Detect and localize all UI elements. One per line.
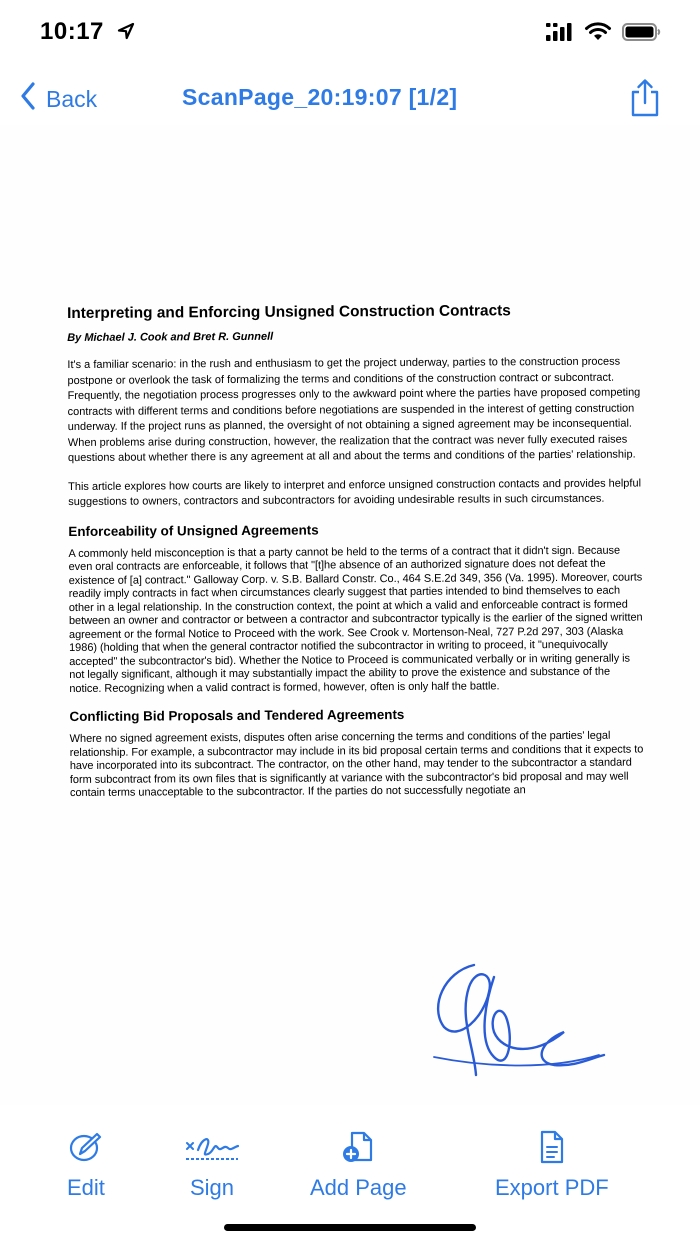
scanned-document	[0, 125, 700, 1105]
heading-conflicting-bids: Conflicting Bid Proposals and Tendered Agreements	[69, 706, 405, 724]
add-page-icon	[340, 1130, 376, 1169]
status-time	[40, 18, 135, 47]
bottom-toolbar	[0, 1130, 700, 1200]
location-arrow-icon	[117, 19, 135, 47]
edit-icon	[68, 1130, 104, 1169]
add-page-label: Add Page	[310, 1175, 407, 1200]
sign-icon	[184, 1130, 240, 1169]
status-icons	[546, 22, 662, 47]
add-page-button[interactable]	[310, 1130, 407, 1201]
clock: 10:17	[40, 18, 104, 45]
export-pdf-label: Export PDF	[495, 1175, 609, 1200]
export-pdf-icon	[534, 1130, 570, 1169]
battery-icon	[622, 22, 662, 47]
share-button[interactable]	[628, 78, 662, 123]
export-pdf-button[interactable]	[495, 1130, 609, 1201]
heading-enforceability: Enforceability of Unsigned Agreements	[68, 521, 319, 539]
edit-button[interactable]	[67, 1130, 105, 1201]
chevron-left-icon	[20, 82, 46, 116]
back-button[interactable]	[20, 82, 97, 116]
home-indicator[interactable]	[224, 1224, 476, 1231]
cellular-signal-icon	[546, 22, 574, 47]
paragraph-enforceability: A commonly held misconception is that a party cannot be held to the terms of a contract that it didn't sign. Because even oral contracts are enforceable, it follows that "[t]he absence of an authorized signature does not defeat the existence of [a] contract." Galloway Corp. v. S.B. Ballard Constr. Co., 464 S.E.2d 349, 356 (Va. 1995). Moreover, courts readily imply contracts in fact when circumstances clearly suggest that parties intended to bind themselves to each other in a legal relationship. In the construction context, the point at which a valid and enforceable contract is formed between an owner and contractor or between a contractor and subcontractor typically is the earlier of the signed written agreement or the formal Notice to Proceed with the work. See Crook v. Mortenson-Neal, 727 P.2d 297, 303 (Alaska 1986) (holding that when the general contractor notified the subcontractor in writing to proceed, it "unequivocally accepted" the subcontractor's bid). Whether the Notice to Proceed is communicated verbally or in writing generally is not legally significant, although it may substantially impact the ability to prove the existence and substance of the notice. Recognizing when a valid contract is formed, however, often is only half the battle.	[68, 544, 643, 695]
paragraph-overview: This article explores how courts are likely to interpret and enforce unsigned construction contacts and provides helpful suggestions to owners, contractors and subcontractors for avoiding undesirable results in such circumstances.	[68, 476, 642, 508]
page-title: ScanPage_20:19:07 [1/2]	[182, 84, 458, 110]
edit-label: Edit	[67, 1175, 105, 1200]
signature-image[interactable]	[414, 947, 614, 1092]
sign-label: Sign	[189, 1175, 235, 1200]
navigation-bar	[0, 72, 700, 124]
paragraph-intro: It's a familiar scenario: in the rush and enthusiasm to get the project underway, parties to the construction process postpone or overlook the task of formalizing the terms and conditions of the construction contract or subcontract. Frequently, the negotiation process progresses only to the awkward point where the parties have proposed competing contracts with different terms and conditions before negotiations are suspended in the interest of getting construction underway. If the project runs as planned, the oversight of not obtaining a signed agreement may be inconsequential. When problems arise during construction, however, the realization that the contract was never fully executed raises questions about whether there is any agreement at all and about the terms and conditions of the parties' relationship.	[67, 355, 641, 464]
sign-button[interactable]	[184, 1130, 240, 1201]
status-bar	[0, 0, 700, 70]
back-label: Back	[46, 85, 98, 112]
wifi-icon	[584, 22, 612, 47]
paragraph-conflicting-bids: Where no signed agreement exists, disputes often arise concerning the terms and conditions of the parties' legal relationship. For example, a subcontractor may include in its bid proposal certain terms and conditions that it expects to have incorporated into its subcontract. The contractor, on the other hand, may tender to the subcontractor a standard form subcontract from its own files that is significantly at variance with the subcontractor's bid proposal and may well contain terms unacceptable to the subcontractor. If the parties do not successfully negotiate an	[69, 729, 644, 799]
document-content	[67, 301, 645, 813]
document-title: Interpreting and Enforcing Unsigned Construction Contracts	[67, 302, 511, 322]
share-icon	[628, 105, 662, 122]
document-authors: By Michael J. Cook and Bret R. Gunnell	[67, 330, 274, 344]
